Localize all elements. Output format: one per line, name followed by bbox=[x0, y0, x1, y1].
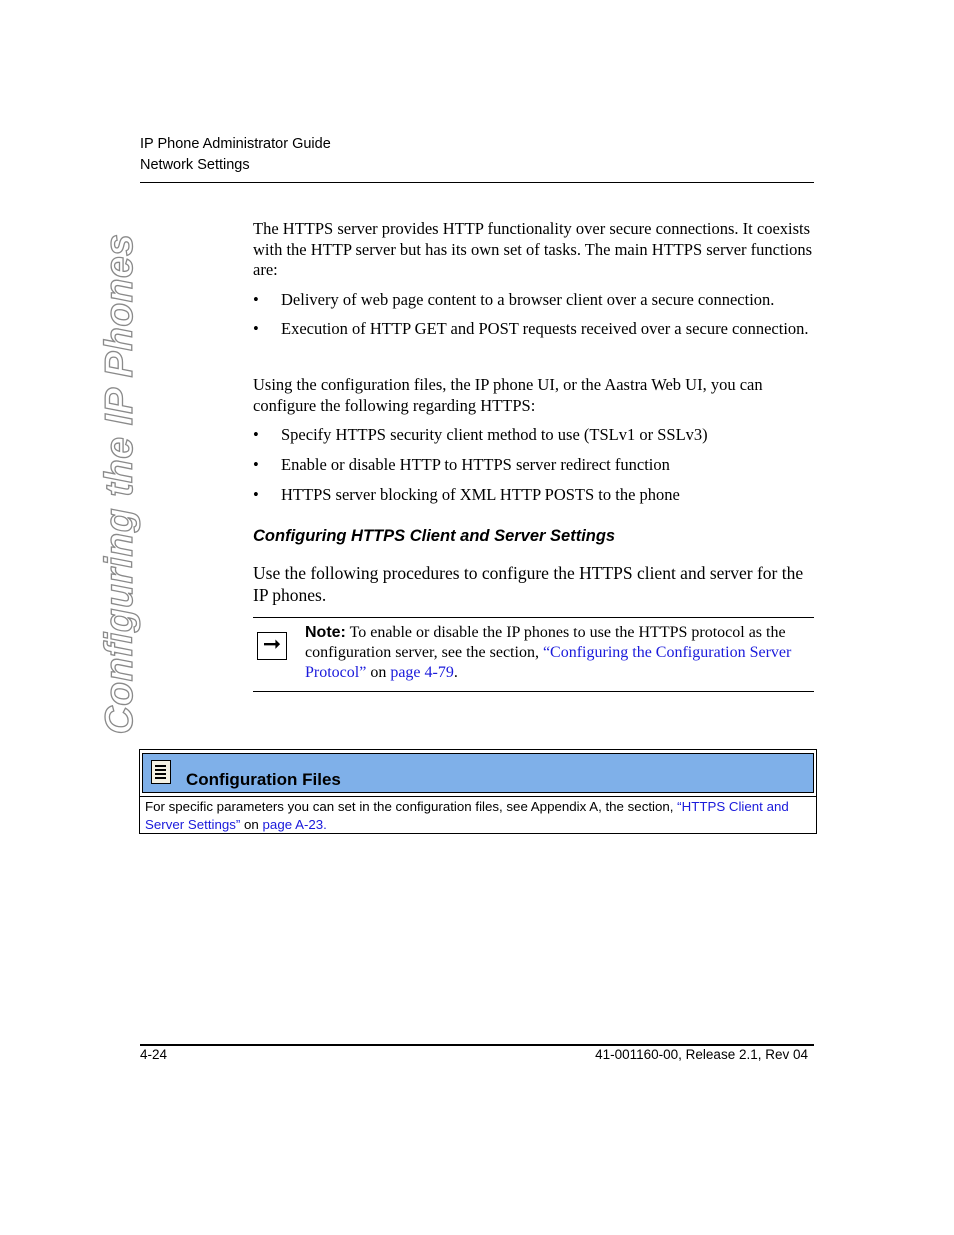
cfg-period: . bbox=[323, 817, 327, 832]
header-section: Network Settings bbox=[140, 157, 250, 173]
configuration-files-header bbox=[142, 753, 814, 793]
note-body: To enable or disable the IP phones to use the HTTPS protocol as the configuration server, see the section, bbox=[305, 624, 786, 661]
list-item bbox=[253, 425, 813, 446]
list-item-text: Execution of HTTP GET and POST requests received over a secure connection. bbox=[281, 318, 809, 338]
document-icon bbox=[151, 760, 171, 784]
side-chapter-title: Configuring the IP Phones bbox=[98, 233, 141, 735]
note-label: Note: bbox=[305, 624, 346, 641]
list-item-text: Delivery of web page content to a browser client over a secure connection. bbox=[281, 290, 775, 309]
footer-rule bbox=[140, 1044, 814, 1046]
bullet-icon: • bbox=[253, 290, 259, 309]
cfg-page-link[interactable]: page A-23 bbox=[262, 817, 324, 832]
intro-paragraph: The HTTPS server provides HTTP functionality over secure connections. It coexists with the HTTP server but has its own set of tasks. The main HTTPS server functions are: bbox=[253, 219, 813, 279]
note-on-text: on bbox=[366, 664, 391, 681]
header-guide-title: IP Phone Administrator Guide bbox=[140, 136, 331, 152]
subheading: Configuring HTTPS Client and Server Settings bbox=[253, 527, 616, 545]
configuration-files-title: Configuration Files bbox=[186, 770, 341, 789]
intro-bullet-list bbox=[253, 290, 813, 339]
config-paragraph: Using the configuration files, the IP phone UI, or the Aastra Web UI, you can configure the following regarding HTTPS: bbox=[253, 375, 763, 415]
configuration-files-box bbox=[139, 749, 817, 834]
list-item bbox=[253, 485, 813, 506]
list-item bbox=[253, 455, 813, 476]
cfg-section-link[interactable]: “HTTPS Client and Server Settings” bbox=[145, 799, 789, 832]
arrow-right-icon: ➞ bbox=[257, 632, 287, 660]
note-text bbox=[305, 623, 810, 683]
bullet-icon: • bbox=[253, 318, 259, 338]
bullet-icon: • bbox=[253, 425, 259, 444]
footer-page-number: 4-24 bbox=[140, 1047, 168, 1062]
list-item bbox=[253, 319, 813, 340]
note-box bbox=[253, 617, 814, 692]
note-page-link[interactable]: page 4-79 bbox=[390, 664, 454, 681]
cfg-on-text: on bbox=[240, 817, 263, 832]
procedure-paragraph: Use the following procedures to configure the HTTPS client and server for the IP phones. bbox=[253, 563, 804, 605]
footer-doc-id: 41-001160-00, Release 2.1, Rev 04 bbox=[595, 1047, 808, 1062]
note-period: . bbox=[453, 664, 458, 681]
cfg-body-text: For specific parameters you can set in the configuration files, see Appendix A, the section, bbox=[145, 799, 678, 814]
configuration-files-text bbox=[140, 796, 816, 834]
header-rule bbox=[140, 182, 814, 183]
bullet-icon: • bbox=[253, 485, 259, 504]
list-item bbox=[253, 290, 813, 311]
list-item-text: Specify HTTPS security client method to use (TSLv1 or SSLv3) bbox=[281, 425, 708, 444]
list-item-text: HTTPS server blocking of XML HTTP POSTS to the phone bbox=[281, 485, 680, 504]
note-section-link[interactable]: “Configuring the Configuration Server Protocol” bbox=[305, 644, 792, 681]
config-bullet-list bbox=[253, 425, 813, 506]
bullet-icon: • bbox=[253, 455, 259, 474]
list-item-text: Enable or disable HTTP to HTTPS server redirect function bbox=[281, 455, 670, 474]
